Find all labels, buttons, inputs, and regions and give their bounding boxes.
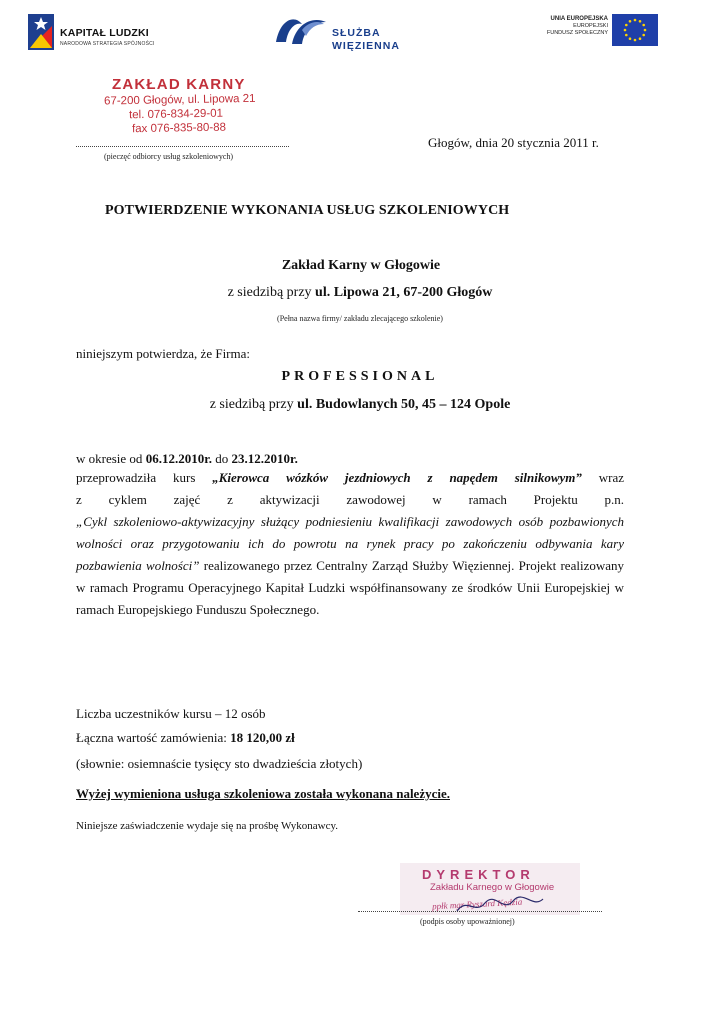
sluzba-wiezienna-name [332,27,400,53]
body-line-1 [76,467,624,489]
place-and-date: Głogów, dnia 20 stycznia 2011 r. [428,135,599,150]
director-stamp [410,867,580,893]
eu-line3: FUNDUSZ SPOŁECZNY [546,30,608,36]
sluzba-wiezienna-emblem-icon [272,10,330,50]
completion-statement: Wyżej wymieniona usługa szkoleniowa została wykonana należycie. [76,786,450,801]
body-rest-text: realizowanego przez Centralny Zarząd Służby Więziennej. Projekt realizowany w ramach Programu Operacyjnego Kapitał Ludzki współfinansowany ze środków Unii Europejskiej w ramach Europejskiego Funduszu Społecznego. [76,558,624,617]
confirms-text: niniejszym potwierdza, że Firma: [76,346,251,361]
institution-stamp [104,76,274,135]
order-value-words: (słownie: osiemnaście tysięcy sto dwadzieścia złotych) [76,756,363,771]
signature-caption: (podpis osoby upoważnionej) [420,917,515,926]
order-value: 18 120,00 zł [230,730,295,745]
stamp-caption: (pieczęć odbiorcy usług szkoleniowych) [104,152,234,161]
eu-title: UNIA EUROPEJSKA [550,16,608,22]
body-paragraph [76,467,624,621]
stamp-address: 67-200 Głogów, ul. Lipowa 21 [103,92,256,108]
order-value-prefix: Łączna wartość zamówienia: [76,730,231,745]
period-to: 23.12.2010r. [231,451,298,466]
director-unit: Zakładu Karnego w Głogowie [430,882,555,893]
sluzba-wiezienna-logo [272,10,412,60]
director-name: ppłk mgr Ryszard Kędzia [431,896,523,912]
stamp-tel: tel. 076-834-29-01 [128,107,224,122]
firm-address-prefix: z siedzibą przy [209,397,298,412]
firm-address: ul. Budowlanych 50, 45 – 124 Opole [297,397,511,412]
eu-logo [530,14,660,54]
client-caption: (Pełna nazwa firmy/ zakładu zlecającego szkolenie) [277,314,443,323]
stamp-name: ZAKŁAD KARNY [112,76,246,93]
client-address: ul. Lipowa 21, 67-200 Głogów [315,285,493,300]
stamp-dotted-line [76,146,289,147]
body-line-2: z cyklem zajęć z aktywizacji zawodowej w ramach Projektu p.n. [76,492,624,507]
client-address-prefix: z siedzibą przy [227,285,316,300]
sw-line1: SŁUŻBA [332,27,381,39]
kapital-ludzki-logo [28,14,178,54]
project-name: „Cykl szkoleniowo-aktywizacyjny służący podniesieniu kwalifikacji zawodowych osób pozbawionych wolności oraz przygotowaniu ich do powrotu na rynek pracy po zakończeniu odbywania kary pozbawienia wolności” [76,514,624,573]
firm-address-line [120,397,600,413]
period-prefix: w okresie od [76,451,146,466]
period-mid: do [212,451,232,466]
kapital-ludzki-title: KAPITAŁ LUDZKI [60,27,149,39]
issued-note: Niniejsze zaświadczenie wydaje się na prośbę Wykonawcy. [76,820,339,832]
firm-name: PROFESSIONAL [281,369,439,384]
period-line [76,451,298,467]
client-address-line [150,285,570,301]
course-name: „Kierowca wózków jezdniowych z napędem silnikowym” [212,470,582,485]
sw-line2: WIĘZIENNA [332,40,400,52]
eu-line2: EUROPEJSKI [573,23,608,29]
document-title: POTWIERDZENIE WYKONANIA USŁUG SZKOLENIOWYCH [105,203,510,218]
order-value-line [76,730,295,746]
director-title: DYREKTOR [422,867,535,882]
handwritten-signature-icon [455,893,545,919]
eu-flag-icon [612,14,658,46]
eu-text [530,16,608,37]
period-from: 06.12.2010r. [145,451,213,466]
kapital-ludzki-emblem-icon [28,14,54,50]
stamp-fax: fax 076-835-80-88 [131,121,227,136]
body-l1b: wraz [581,470,624,485]
body-l1a: przeprowadziła kurs [76,470,213,485]
client-name: Zakład Karny w Głogowie [281,258,441,273]
kapital-ludzki-subtitle: NARODOWA STRATEGIA SPÓJNOŚCI [60,41,155,47]
participants: Liczba uczestników kursu – 12 osób [76,706,266,721]
body-rest [76,511,624,621]
